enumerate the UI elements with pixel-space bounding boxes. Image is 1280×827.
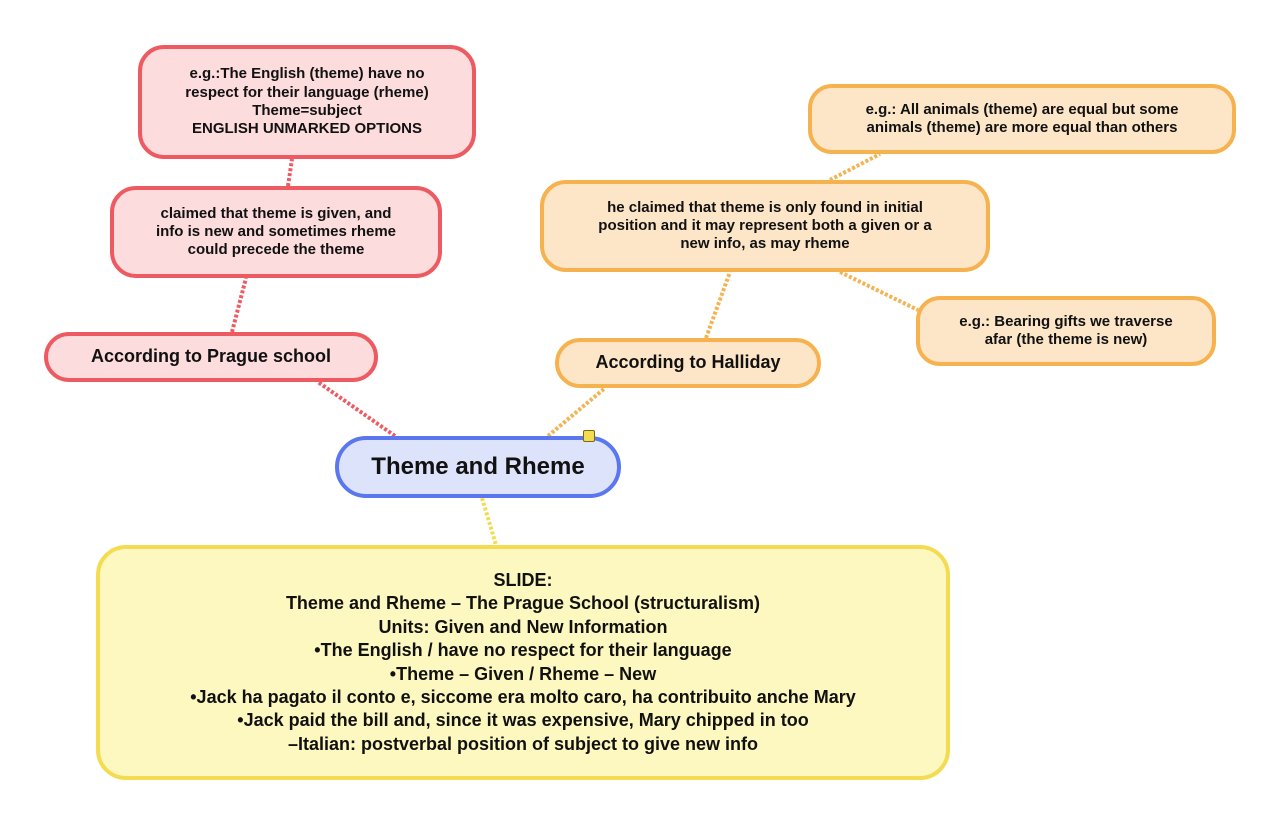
node-text-line: respect for their language (rheme) — [185, 83, 429, 101]
central-topic-node[interactable] — [335, 436, 621, 498]
link-central-prague — [318, 382, 395, 436]
link-claim-example2 — [840, 272, 918, 310]
link-halliday-claim — [706, 272, 730, 338]
node-text-line: e.g.:The English (theme) have no — [189, 65, 425, 83]
node-text-line: afar (the theme is new) — [984, 331, 1148, 348]
slide-line: •Jack paid the bill and, since it was expensive, Mary chipped in too — [237, 710, 809, 731]
slide-notes-node[interactable] — [96, 545, 950, 780]
slide-line: •Jack ha pagato il conto e, siccome era molto caro, ha contribuito anche Mary — [190, 686, 856, 707]
halliday-example-1-node[interactable] — [808, 84, 1236, 154]
node-text-line: ENGLISH UNMARKED OPTIONS — [191, 120, 422, 138]
slide-line: Theme and Rheme – The Prague School (structuralism) — [285, 593, 761, 614]
node-text-line: he claimed that theme is only found in initial — [607, 198, 923, 216]
node-text-line: position and it may represent both a given or a — [598, 216, 932, 234]
slide-line: Units: Given and New Information — [378, 616, 668, 637]
central-topic-label: Theme and Rheme — [371, 453, 585, 481]
slide-line: •Theme – Given / Rheme – New — [389, 663, 657, 684]
slide-line: •The English / have no respect for their language — [314, 640, 732, 661]
link-claim-example1 — [830, 154, 880, 180]
link-prague-claim — [232, 278, 246, 332]
slide-line: SLIDE: — [493, 569, 553, 590]
link-central-halliday — [548, 388, 605, 436]
prague-example-node[interactable] — [138, 45, 476, 159]
node-text-line: animals (theme) are more equal than others — [866, 119, 1178, 136]
node-label: According to Halliday — [595, 352, 781, 373]
node-text-line: claimed that theme is given, and — [160, 204, 392, 222]
node-text-line: Theme=subject — [252, 102, 362, 119]
node-text-line: could precede the theme — [187, 241, 365, 259]
central-node-handle[interactable] — [583, 430, 595, 442]
slide-line: –Italian: postverbal position of subject to give new info — [287, 733, 759, 754]
node-text-line: info is new and sometimes rheme — [155, 222, 397, 240]
link-central-slide — [482, 498, 496, 545]
halliday-example-2-node[interactable] — [916, 296, 1216, 366]
node-text-line: e.g.: All animals (theme) are equal but some — [865, 100, 1179, 118]
node-label: According to Prague school — [90, 346, 332, 367]
node-text-line: e.g.: Bearing gifts we traverse — [959, 312, 1173, 330]
link-claim-example — [288, 159, 292, 186]
prague-claim-node[interactable] — [110, 186, 442, 278]
node-text-line: new info, as may rheme — [680, 235, 850, 253]
halliday-claim-node[interactable] — [540, 180, 990, 272]
prague-school-node[interactable] — [44, 332, 378, 382]
halliday-node[interactable] — [555, 338, 821, 388]
